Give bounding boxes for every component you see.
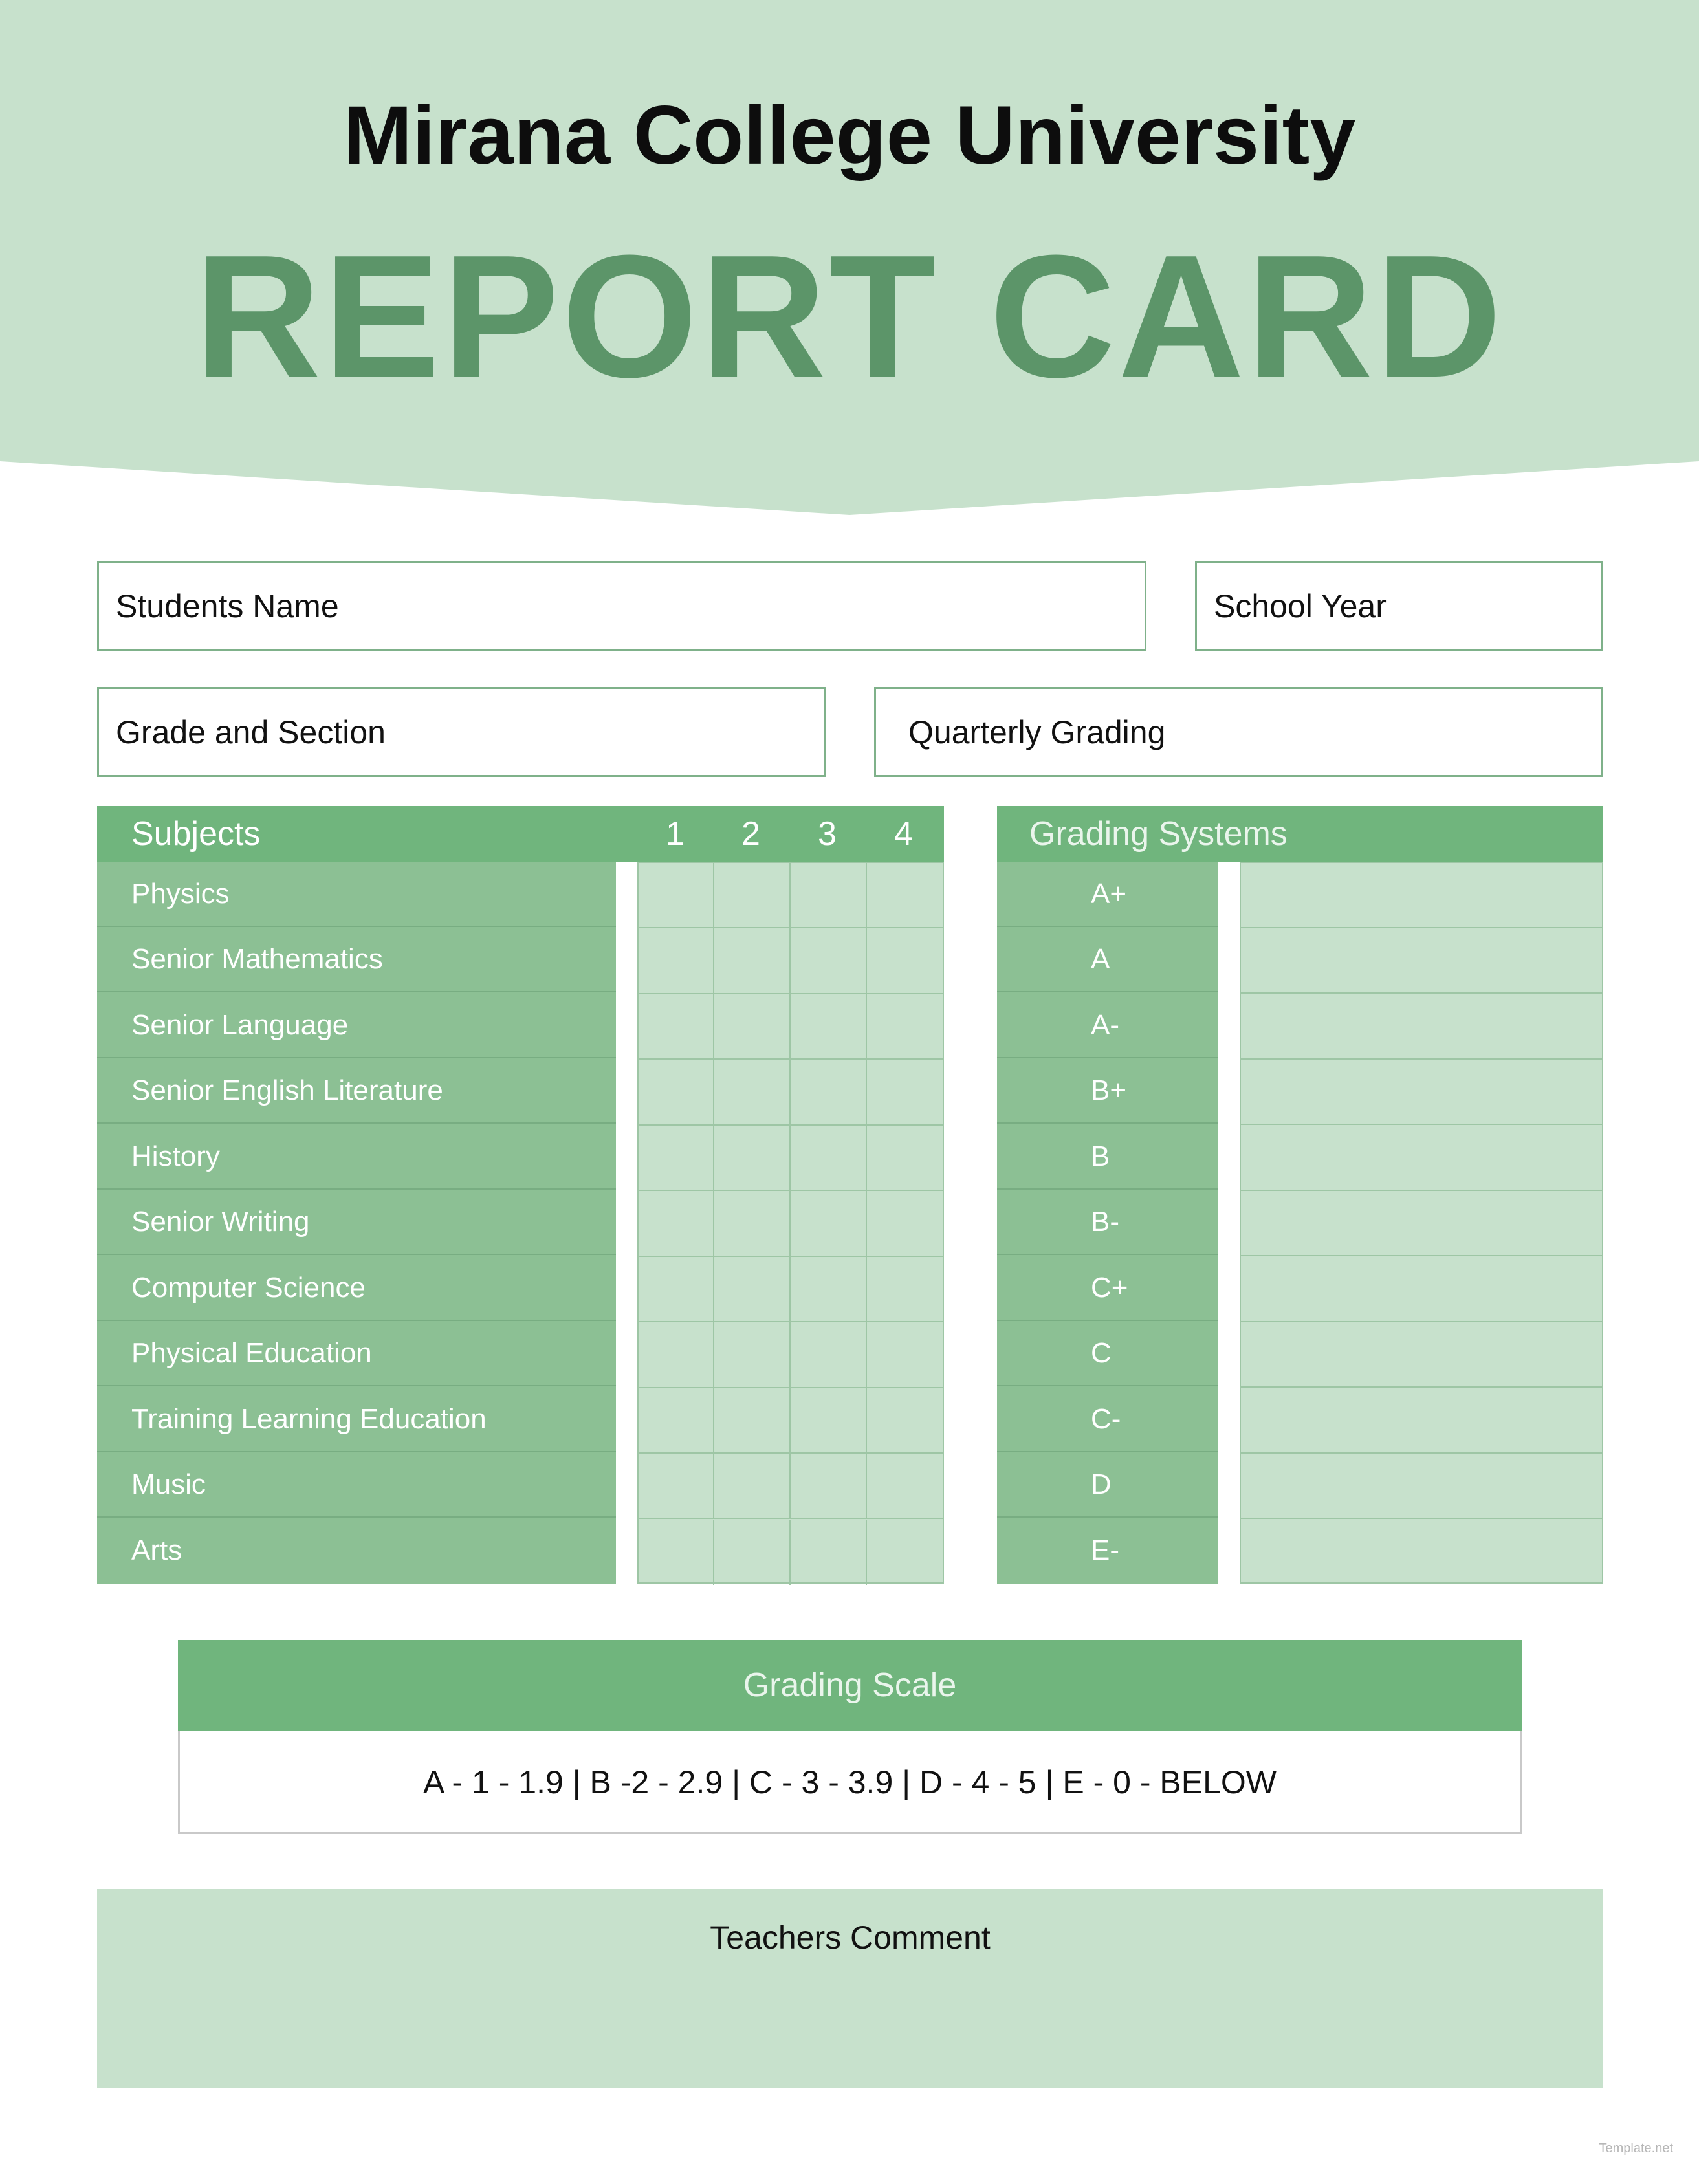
score-cell[interactable] xyxy=(714,1388,791,1454)
teachers-comment-label: Teachers Comment xyxy=(710,1919,991,1956)
score-cell[interactable] xyxy=(714,928,791,994)
grade-section-field[interactable]: Grade and Section xyxy=(97,687,826,777)
subject-row: Physical Education xyxy=(97,1321,616,1386)
score-cell[interactable] xyxy=(639,928,714,994)
score-cell[interactable] xyxy=(639,1322,714,1388)
score-cell[interactable] xyxy=(867,1126,943,1191)
score-cell[interactable] xyxy=(639,1257,714,1322)
score-cell[interactable] xyxy=(714,994,791,1060)
grade-value-cell[interactable] xyxy=(1241,863,1602,928)
subjects-column xyxy=(97,862,616,1584)
subject-row: History xyxy=(97,1124,616,1190)
score-cell[interactable] xyxy=(867,1388,943,1454)
grading-systems-letters xyxy=(997,862,1218,1584)
score-cell[interactable] xyxy=(714,1191,791,1256)
score-cell[interactable] xyxy=(714,1322,791,1388)
grade-letter: C+ xyxy=(997,1256,1218,1321)
quarter-1-header: 1 xyxy=(666,815,685,853)
grade-letter: B- xyxy=(997,1190,1218,1255)
score-cell[interactable] xyxy=(714,1257,791,1322)
score-cell[interactable] xyxy=(639,863,714,928)
grade-letter: A xyxy=(997,927,1218,992)
grade-value-cell[interactable] xyxy=(1241,1060,1602,1125)
grade-letter: D xyxy=(997,1452,1218,1518)
subject-row: Computer Science xyxy=(97,1256,616,1321)
score-cell[interactable] xyxy=(639,1454,714,1519)
score-cell[interactable] xyxy=(714,1060,791,1125)
student-name-field[interactable]: Students Name xyxy=(97,561,1146,651)
score-cell[interactable] xyxy=(867,1520,943,1585)
score-cell[interactable] xyxy=(867,994,943,1060)
quarter-3-header: 3 xyxy=(818,815,837,853)
grading-systems-header: Grading Systems xyxy=(997,806,1603,862)
score-cell[interactable] xyxy=(867,928,943,994)
quarter-4-header: 4 xyxy=(894,815,913,853)
quarterly-grading-field[interactable]: Quarterly Grading xyxy=(874,687,1603,777)
subject-row: Senior Writing xyxy=(97,1190,616,1255)
grade-letter: A- xyxy=(997,993,1218,1058)
score-cell[interactable] xyxy=(714,1520,791,1585)
grade-value-cell[interactable] xyxy=(1241,1191,1602,1256)
score-cell[interactable] xyxy=(867,863,943,928)
grade-letter: C xyxy=(997,1321,1218,1386)
score-cell[interactable] xyxy=(867,1454,943,1519)
grade-value-cell[interactable] xyxy=(1241,1126,1602,1191)
grade-letter: B xyxy=(997,1124,1218,1190)
score-cell[interactable] xyxy=(714,1126,791,1191)
score-cell[interactable] xyxy=(791,994,867,1060)
subject-row: Training Learning Education xyxy=(97,1387,616,1452)
subject-row: Senior English Literature xyxy=(97,1058,616,1124)
grade-value-cell[interactable] xyxy=(1241,994,1602,1060)
grading-scale-text: A - 1 - 1.9 | B -2 - 2.9 | C - 3 - 3.9 | D - 4 - 5 | E - 0 - BELOW xyxy=(178,1731,1522,1834)
scores-grid xyxy=(637,862,944,1584)
score-cell[interactable] xyxy=(791,1191,867,1256)
subject-row: Senior Language xyxy=(97,993,616,1058)
score-cell[interactable] xyxy=(867,1322,943,1388)
school-year-field[interactable]: School Year xyxy=(1195,561,1603,651)
grade-letter: C- xyxy=(997,1387,1218,1452)
score-cell[interactable] xyxy=(639,994,714,1060)
score-cell[interactable] xyxy=(639,1126,714,1191)
grade-value-cell[interactable] xyxy=(1241,1520,1602,1585)
grade-letter: B+ xyxy=(997,1058,1218,1124)
score-cell[interactable] xyxy=(791,1322,867,1388)
grade-value-cell[interactable] xyxy=(1241,1454,1602,1519)
score-cell[interactable] xyxy=(867,1191,943,1256)
score-cell[interactable] xyxy=(791,928,867,994)
score-cell[interactable] xyxy=(791,863,867,928)
score-cell[interactable] xyxy=(791,1520,867,1585)
subject-row: Arts xyxy=(131,1534,182,1566)
grading-scale-header: Grading Scale xyxy=(178,1640,1522,1731)
subjects-header-label: Subjects xyxy=(131,815,261,853)
subject-row: Senior Mathematics xyxy=(97,927,616,992)
grading-systems-values xyxy=(1240,862,1603,1584)
score-cell[interactable] xyxy=(639,1060,714,1125)
score-cell[interactable] xyxy=(791,1257,867,1322)
grade-value-cell[interactable] xyxy=(1241,1322,1602,1388)
score-cell[interactable] xyxy=(639,1388,714,1454)
score-cell[interactable] xyxy=(791,1454,867,1519)
grade-value-cell[interactable] xyxy=(1241,1388,1602,1454)
score-cell[interactable] xyxy=(791,1060,867,1125)
subject-row: Music xyxy=(97,1452,616,1518)
score-cell[interactable] xyxy=(714,863,791,928)
grade-letter: A+ xyxy=(997,862,1218,927)
subject-row: Physics xyxy=(97,862,616,927)
score-cell[interactable] xyxy=(867,1257,943,1322)
grade-value-cell[interactable] xyxy=(1241,1257,1602,1322)
score-cell[interactable] xyxy=(714,1454,791,1519)
watermark: Template.net xyxy=(1599,2141,1673,2156)
grade-letter: E- xyxy=(1091,1534,1119,1566)
university-name: Mirana College University xyxy=(343,89,1356,182)
report-card-title: REPORT CARD xyxy=(194,219,1505,414)
score-cell[interactable] xyxy=(791,1126,867,1191)
teachers-comment-box[interactable] xyxy=(97,1889,1603,2088)
subjects-header xyxy=(97,806,944,862)
quarter-2-header: 2 xyxy=(741,815,760,853)
grade-value-cell[interactable] xyxy=(1241,928,1602,994)
score-cell[interactable] xyxy=(791,1388,867,1454)
score-cell[interactable] xyxy=(639,1520,714,1585)
score-cell[interactable] xyxy=(867,1060,943,1125)
score-cell[interactable] xyxy=(639,1191,714,1256)
